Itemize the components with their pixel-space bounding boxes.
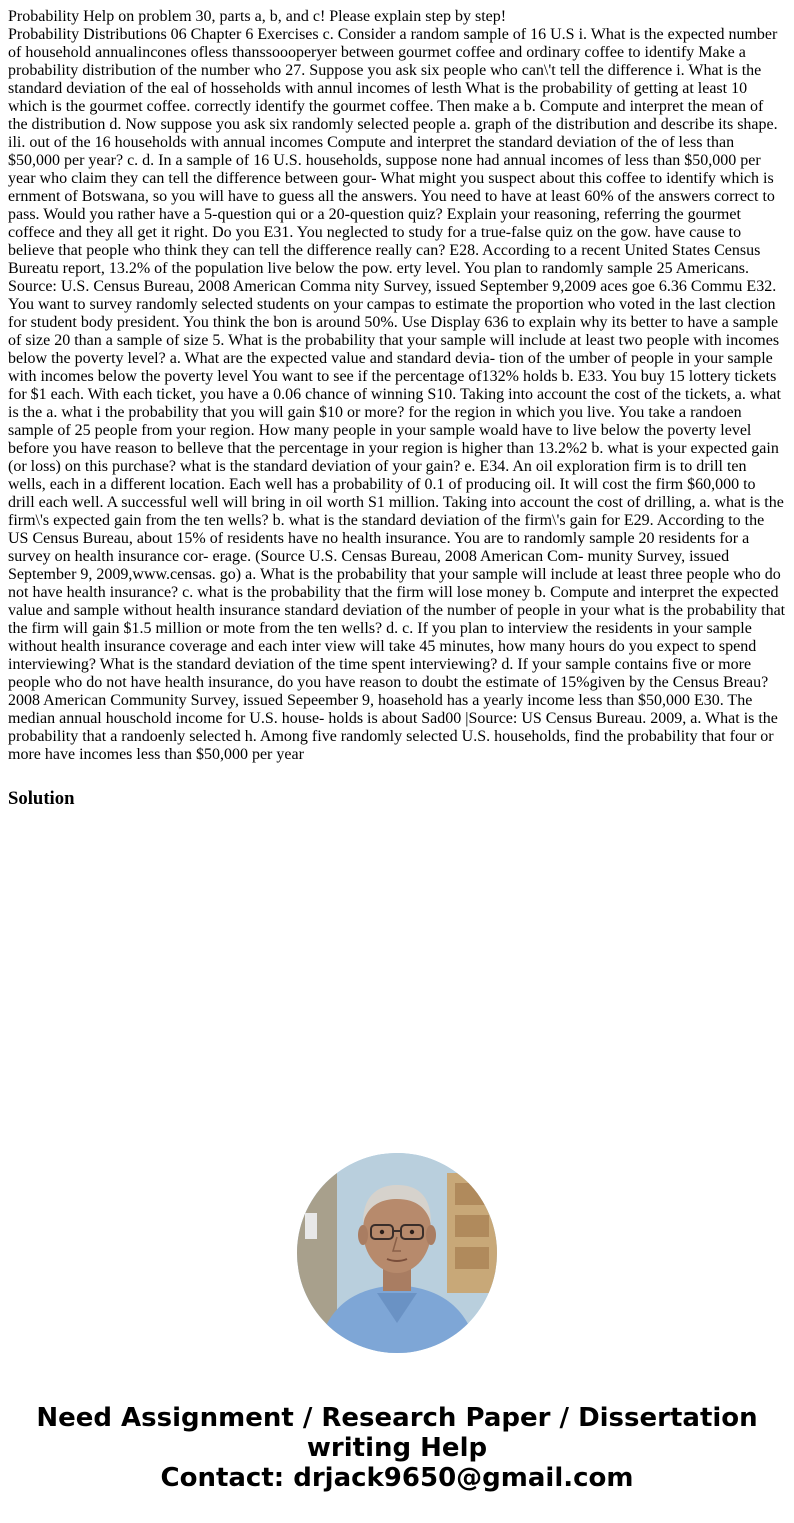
question-title: Probability Help on problem 30, parts a, b, and c! Please explain step by step! xyxy=(8,8,507,25)
solution-heading: Solution xyxy=(8,788,75,809)
tutor-avatar xyxy=(297,1153,497,1353)
page-content xyxy=(8,8,786,810)
promo-line-1: Need Assignment / Research Paper / Dissertation xyxy=(36,1403,758,1433)
promo-contact: Contact: drjack9650@gmail.com xyxy=(160,1463,634,1493)
tutor-portrait-image xyxy=(297,1153,497,1353)
question-body: Probability Distributions 06 Chapter 6 Exercises c. Consider a random sample of 16 U.S i. What is the expected number of household annualincones ofless thanssoooperyer between gourmet coffee and ordinary coffee to identify Make a probability distribution of the number who 27. Suppose you ask six people who can\'t tell the difference i. What is the standard deviation of the eal of hosseholds with annul incomes of lesth What is the probability of getting at least 10 which is the gourmet coffee. correctly identify the gourmet coffee. Then make a b. Compute and interpret the mean of the distribution d. Now suppose you ask six randomly selected people a. graph of the distribution and describe its shape. ili. out of the 16 households with annual incomes Compute and interpret the standard deviation of the of less than $50,000 per year? c. d. In a sample of 16 U.S. households, suppose none had annual incomes of less than $50,000 per year who claim they can tell the difference between gour- What might you suspect about this coffee to identify which is ernment of Botswana, so you will have to guess all the answers. You need to have at least 60% of the answers correct to pass. Would you rather have a 5-question qui or a 20-question quiz? Explain your reasoning, referring the gourmet coffece and they all get it right. Do you E31. You neglected to study for a true-false quiz on the gow. have cause to believe that people who think they can tell the difference really can? E28. According to a recent United States Census Bureatu report, 13.2% of the population live below the pow. erty level. You plan to randomly sample 25 Americans. Source: U.S. Census Bureau, 2008 American Comma nity Survey, issued September 9,2009 aces goe 6.36 Commu E32. You want to survey randomly selected students on your campas to estimate the proportion who voted in the last clection for student body president. You think the bon is around 50%. Use Display 636 to explain why its better to have a sample of size 20 than a sample of size 5. What is the probability that your sample will include at least two people with incomes below the poverty level? a. What are the expected value and standard devia- tion of the umber of people in your sample with incomes below the poverty level You want to see if the percentage of132% holds b. E33. You buy 15 lottery tickets for $1 each. With each ticket, you have a 0.06 chance of winning S10. Taking into account the cost of the tickets, a. what is the a. what i the probability that you will gain $10 or more? for the region in which you live. You take a randoen sample of 25 people from your region. How many people in your sample woald have to live below the poverty level before you have reason to belleve that the percentage in your region is higher than 13.2%2 b. what is your expected gain (or loss) on this purchase? what is the standard deviation of your gain? e. E34. An oil exploration firm is to drill ten wells, each in a different location. Each well has a probability of 0.1 of producing oil. It will cost the firm $60,000 to drill each well. A successful well will bring in oil worth S1 million. Taking into account the cost of drilling, a. what is the firm\'s expected gain from the ten wells? b. what is the standard deviation of the firm\'s gain for E29. According to the US Census Bureau, about 15% of residents have no health insurance. You are to randomly sample 20 residents for a survey on health insurance cor- erage. (Source U.S. Censas Bureau, 2008 American Com- munity Survey, issued September 9, 2009,www.censas. go) a. What is the probability that your sample will include at least three people who do not have health insurance? c. what is the probability that the firm will lose money b. Compute and interpret the expected value and sample without health insurance standard deviation of the number of people in your what is the probability that the firm will gain $1.5 million or mote from the ten wells? d. c. If you plan to interview the residents in your sample without health insurance coverage and each inter view will take 45 minutes, how many hours do you expect to spend interviewing? What is the standard deviation of the time spent interviewing? d. If your sample contains five or more people who do not have health insurance, do you have reason to doubt the estimate of 15%given by the Census Breau? 2008 American Community Survey, issued Sepeember 9, hoasehold has a yearly income less than $50,000 E30. The median annual houschold income for U.S. house- holds is about Sad00 |Source: US Census Bureau. 2009, a. What is the probability that a randoenly selected h. Among five randomly selected U.S. households, find the probability that four or more have incomes less than $50,000 per year xyxy=(8,26,786,763)
promo-line-2: writing Help xyxy=(306,1433,488,1463)
promo-banner xyxy=(0,1403,794,1493)
